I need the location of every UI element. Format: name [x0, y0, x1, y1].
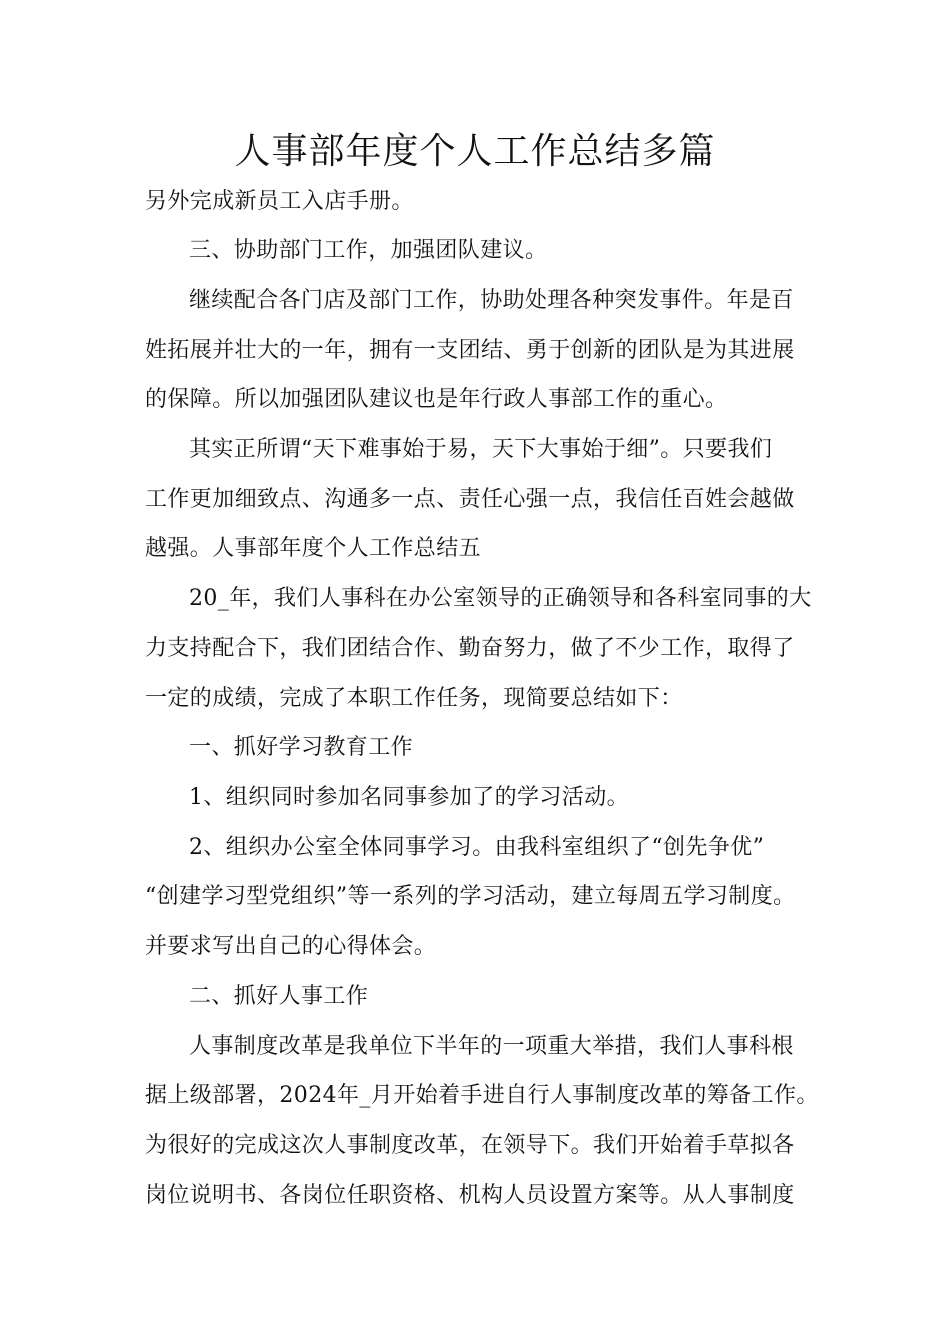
text-line: 越强。人事部年度个人工作总结五: [145, 536, 482, 561]
text-line: 的保障。所以加强团队建议也是年行政人事部工作的重心。: [145, 387, 728, 412]
text-line: 工作更加细致点、沟通多一点、责任心强一点，我信任百姓会越做: [145, 487, 795, 512]
list-item: 2、组织办公室全体同事学习。由我科室组织了“创先争优”: [189, 835, 765, 860]
list-item: 1、组织同时参加名同事参加了的学习活动。: [189, 785, 629, 810]
text-line: 为很好的完成这次人事制度改革，在领导下。我们开始着手草拟各: [145, 1133, 795, 1158]
section-heading: 二、抓好人事工作: [189, 984, 369, 1009]
text-line: 并要求写出自己的心得体会。: [145, 934, 437, 959]
text-line: 姓拓展并壮大的一年，拥有一支团结、勇于创新的团队是为其进展: [145, 338, 795, 363]
section-heading: 一、抓好学习教育工作: [189, 735, 414, 760]
section-heading: 三、协助部门工作，加强团队建议。: [189, 238, 548, 263]
text-line: 继续配合各门店及部门工作，协助处理各种突发事件。年是百: [189, 288, 794, 313]
document-title: 人事部年度个人工作总结多篇: [234, 131, 716, 172]
text-line: 人事制度改革是我单位下半年的一项重大举措，我们人事科根: [189, 1034, 794, 1059]
text-line: 岗位说明书、各岗位任职资格、机构人员设置方案等。从人事制度: [145, 1183, 795, 1208]
text-line: 据上级部署，2024年_月开始着手进自行人事制度改革的筹备工作。: [145, 1083, 819, 1108]
text-line: 另外完成新员工入店手册。: [145, 189, 414, 214]
text-line: 力支持配合下，我们团结合作、勤奋努力，做了不少工作，取得了: [145, 636, 795, 661]
text-line: 20_年，我们人事科在办公室领导的正确领导和各科室同事的大: [189, 586, 812, 611]
text-line: “创建学习型党组织”等一系列的学习活动，建立每周五学习制度。: [145, 884, 796, 909]
text-line: 其实正所谓“天下难事始于易，天下大事始于细”。只要我们: [189, 437, 773, 462]
text-line: 一定的成绩，完成了本职工作任务，现简要总结如下：: [145, 686, 683, 711]
